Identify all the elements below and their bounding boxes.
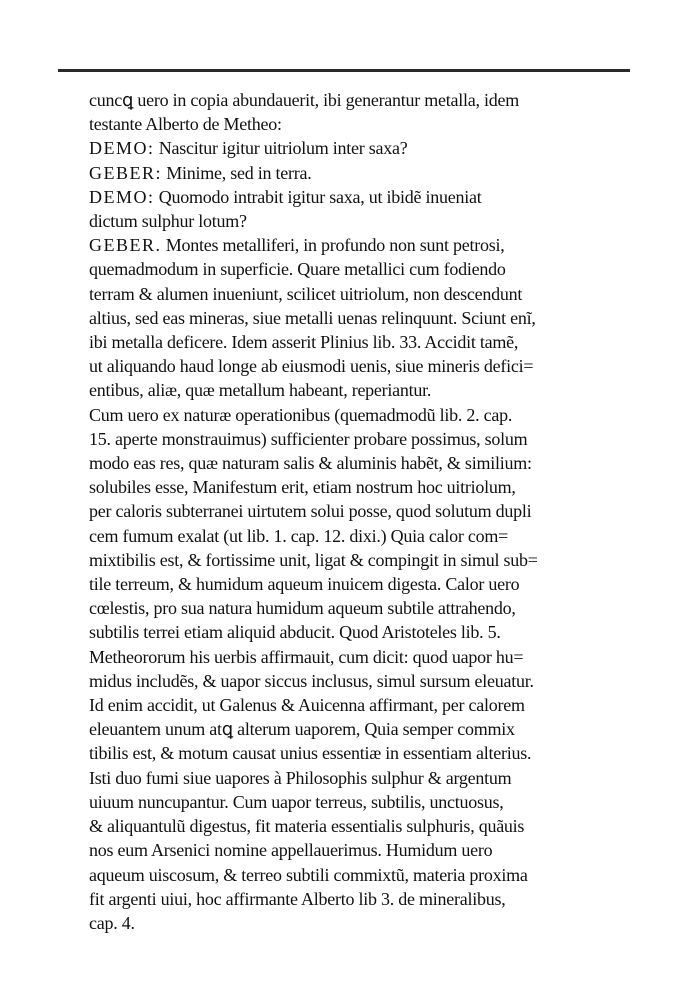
text-line: mixtibilis est, & fortissime unit, ligat & compingit in simul sub= xyxy=(89,549,538,570)
text-line: testante Alberto de Metheo: xyxy=(89,114,282,135)
text-line: Metheororum his uerbis affirmauit, cum dicit: quod uapor hu= xyxy=(89,646,524,667)
text-line: tile terreum, & humidum aqueum inuicem digesta. Calor uero xyxy=(89,574,520,595)
text-line: cem fumum exalat (ut lib. 1. cap. 12. dixi.) Quia calor com= xyxy=(89,525,509,546)
speaker-name: GEBER. xyxy=(89,235,162,256)
text-line: Isti duo fumi siue uapores à Philosophis sulphur & argentum xyxy=(89,767,512,788)
speech-text: Montes metalliferi, in profundo non sunt petrosi, xyxy=(161,235,505,256)
speech-text: Nascitur igitur uitriolum inter saxa? xyxy=(154,138,408,159)
text-line: cuncꝗ uero in copia abundauerit, ibi generantur metalla, idem xyxy=(89,90,520,110)
text-line: fit argenti uiui, hoc affirmante Alberto lib 3. de mineralibus, xyxy=(89,888,506,909)
text-line: entibus, aliæ, quæ metallum habeant, reperiantur. xyxy=(89,380,432,401)
text-line: quemadmodum in superficie. Quare metallici cum fodiendo xyxy=(89,259,506,280)
speech-text: Quomodo intrabit igitur saxa, ut ibidẽ inueniat xyxy=(154,186,482,207)
speech-text: Minime, sed in terra. xyxy=(162,162,312,183)
text-line xyxy=(89,233,637,257)
text-line: ibi metalla deficere. Idem asserit Plinius lib. 33. Accidit tamẽ, xyxy=(89,332,519,353)
text-line: & aliquantulũ digestus, fit materia essentialis sulphuris, quãuis xyxy=(89,816,525,837)
text-line xyxy=(89,136,637,160)
text-line: 15. aperte monstrauimus) sufficienter probare possimus, solum xyxy=(89,428,528,449)
text-line: nos eum Arsenici nomine appellauerimus. Humidum uero xyxy=(89,840,493,861)
text-line: Cum uero ex naturæ operationibus (quemadmodũ lib. 2. cap. xyxy=(89,404,513,425)
text-line: cap. 4. xyxy=(89,912,135,933)
text-line: ut aliquando haud longe ab eiusmodi uenis, siue mineris defici= xyxy=(89,356,534,377)
text-line: uiuum nuncupantur. Cum uapor terreus, subtilis, unctuosus, xyxy=(89,791,504,812)
speaker-name: DEMO: xyxy=(89,186,155,207)
text-line: modo eas res, quæ naturam salis & aluminis habẽt, & similium: xyxy=(89,453,532,474)
text-line: solubiles esse, Manifestum erit, etiam nostrum hoc uitriolum, xyxy=(89,477,516,498)
text-line: terram & alumen inueniunt, scilicet uitriolum, non descendunt xyxy=(89,283,523,304)
text-line: cœlestis, pro sua natura humidum aqueum subtile attrahendo, xyxy=(89,598,516,619)
text-line: per caloris subterranei uirtutem solui posse, quod solutum dupli xyxy=(89,501,532,522)
text-line: Id enim accidit, ut Galenus & Auicenna affirmant, per calorem xyxy=(89,695,525,716)
text-line: tibilis est, & motum causat unius essentiæ in essentiam alterius. xyxy=(89,743,532,764)
text-line: eleuantem unum atꝗ alterum uaporem, Quia semper commix xyxy=(89,719,515,740)
speaker-name: GEBER: xyxy=(89,162,163,183)
text-line: subtilis terrei etiam aliquid abducit. Quod Aristoteles lib. 5. xyxy=(89,622,501,643)
text-line xyxy=(89,185,637,209)
header-rule xyxy=(58,69,630,72)
text-line: midus includẽs, & uapor siccus inclusus, simul sursum eleuatur. xyxy=(89,670,534,691)
speaker-name: DEMO: xyxy=(89,138,155,159)
body-text xyxy=(89,88,637,935)
text-line: altius, sed eas mineras, siue metalli uenas relinquunt. Sciunt enĩ, xyxy=(89,307,536,328)
text-line: dictum sulphur lotum? xyxy=(89,211,247,232)
text-line xyxy=(89,161,637,185)
text-line: aqueum uiscosum, & terreo subtili commixtũ, materia proxima xyxy=(89,864,528,885)
